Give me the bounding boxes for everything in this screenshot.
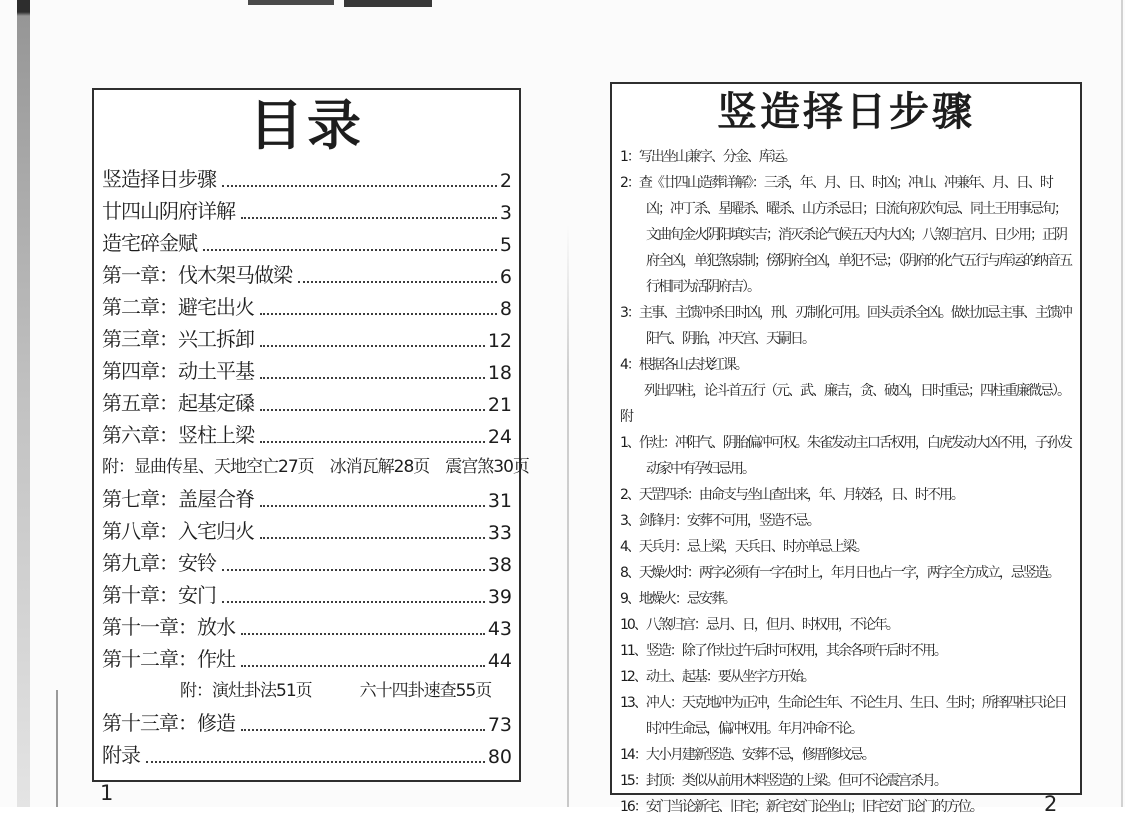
scan-right-edge-line: [1121, 0, 1123, 807]
toc-entry-label: 第三章：兴工拆卸: [102, 327, 254, 352]
toc-dotted-leader: [241, 665, 485, 667]
toc-entry-page: 8: [499, 298, 512, 321]
toc-entry-label: 第十一章：放水: [102, 615, 235, 640]
toc-entry: [102, 320, 512, 352]
toc-entry-page: 44: [487, 650, 512, 673]
step-paragraph: 3：主事、主馈冲杀日时凶，刑、刃制化可用。回头贡杀全凶。做灶加忌主事、主馈冲阳气、阴胎，冲天宫、天嗣日。: [620, 305, 1071, 347]
step-paragraph: 2：查《廿四山造葬详解》：三杀，年、月、日、时凶；冲山、冲兼年、月、日、时凶；冲丁杀、星曜杀、曜杀、山方杀忌日；日流旬初次旬忌、同土王用事忌旬；文曲旬金火阴阳填实吉；消灭杀论气候五天内大凶；八煞归宫月、日少用；正阴府全凶，单犯煞泉制；傍阴府全凶，单犯不忌；（阴府的化气五行与库运的纳音五行相同为活阴府吉）。: [620, 175, 1071, 295]
toc-entry-page: 33: [487, 522, 512, 545]
toc-attachment-note: 附：显曲传星、天地空亡27页 冰消瓦解28页 震宫煞30页: [102, 456, 529, 477]
scan-top-mark-1: [248, 0, 334, 5]
toc-entry: [102, 544, 512, 576]
page-number-right: 2: [1044, 792, 1058, 816]
toc-entry-page: 5: [499, 234, 512, 257]
toc-title: 目录: [249, 94, 365, 157]
step-paragraph: 2、天罡四杀：由命支与坐山查出来，年、月较轻，日、时不用。: [620, 487, 963, 503]
toc-dotted-leader: [260, 345, 485, 347]
toc-entry: [102, 576, 512, 608]
step-paragraph: 13、冲人：天克地冲为正冲，生命论生年、不论生月、生日、生时；所择四柱只论日时冲生命忌，偏冲权用。年月冲命不论。: [620, 695, 1066, 737]
toc-entry-page: 12: [487, 330, 512, 353]
scan-crease-line: [56, 690, 58, 807]
toc-entry: [102, 288, 512, 320]
toc-entry-page: 3: [499, 202, 512, 225]
step-paragraph: 1、作灶：冲阳气、阴胎偏冲可权。朱雀发动主口舌权用，白虎发动大凶不用，子孙发动家中有孕妇忌用。: [620, 435, 1071, 477]
toc-dotted-leader: [260, 409, 485, 411]
step-paragraph: 9、地燥火：忌安葬。: [620, 591, 735, 607]
step-paragraph: 11、竖造：除了作灶过午后时可权用，其余各项午后时不用。: [620, 643, 946, 659]
toc-entry: [102, 640, 512, 672]
step-paragraph: 16：安门当论新宅、旧宅；新宅安门论坐山；旧宅安门论门的方位。: [620, 799, 982, 815]
toc-dotted-leader: [241, 633, 485, 635]
step-paragraph: 4、天兵月：忌上梁，天兵日、时亦单忌上梁。: [620, 539, 867, 555]
toc-entry-label: 第九章：安铃: [102, 551, 216, 576]
page-number-left: 1: [100, 781, 114, 805]
page-fold-line: [567, 225, 569, 807]
toc-entry-label: 第六章：竖柱上梁: [102, 423, 254, 448]
toc-dotted-leader: [146, 761, 485, 763]
toc-entry-page: 21: [487, 394, 512, 417]
toc-entry-page: 6: [499, 266, 512, 289]
toc-page: [92, 88, 529, 782]
toc-entry: [102, 416, 512, 448]
toc-entry: [102, 512, 512, 544]
toc-entry: [102, 224, 512, 256]
toc-entry-page: 24: [487, 426, 512, 449]
toc-entry: [102, 192, 512, 224]
step-paragraph: 15：封顶：类似从前用木料竖造的上梁。但可不论震宫杀月。: [620, 773, 946, 789]
toc-entry-label: 第十二章：作灶: [102, 647, 235, 672]
toc-entry: [102, 736, 512, 768]
scan-binding-strip: [17, 0, 30, 807]
scan-top-mark-2: [344, 0, 432, 7]
toc-entry-page: 73: [487, 714, 512, 737]
toc-entry-label: 第八章：入宅归火: [102, 519, 254, 544]
toc-entry: [102, 352, 512, 384]
steps-list: [620, 144, 1072, 815]
toc-entry-label: 竖造择日步骤: [102, 167, 216, 192]
steps-title: 竖造择日步骤: [717, 89, 975, 135]
toc-entry-label: 第十三章：修造: [102, 711, 235, 736]
toc-dotted-leader: [260, 313, 497, 315]
step-paragraph: 4：根据各山去找红课。: [620, 357, 747, 373]
toc-entry-label: 第四章：动土平基: [102, 359, 254, 384]
step-paragraph: 12、动土、起基：要从坐字方开始。: [620, 669, 814, 685]
toc-entry-label: 第七章：盖屋合脊: [102, 487, 254, 512]
toc-entry: [102, 256, 512, 288]
step-paragraph: 14：大小月建新竖造、安葬不忌，修厝修坟忌。: [620, 747, 874, 763]
toc-dotted-leader: [222, 601, 485, 603]
toc-entry: [102, 608, 512, 640]
step-paragraph: 3、剑锋月：安葬不可用，竖造不忌。: [620, 513, 819, 529]
step-paragraph: 8、天燥火时：两字必须有一字在时上，年月日也占一字，两字全方成立，忌竖造。: [620, 565, 1059, 581]
toc-dotted-leader: [260, 537, 485, 539]
toc-entry-page: 80: [487, 746, 512, 769]
toc-entry-page: 39: [487, 586, 512, 609]
toc-entry-page: 31: [487, 490, 512, 513]
toc-list: [102, 160, 529, 769]
step-paragraph: 1：写出坐山兼字、分金、库运。: [620, 149, 795, 165]
toc-dotted-leader: [260, 441, 485, 443]
toc-dotted-leader: [222, 185, 497, 187]
toc-entry-page: 18: [487, 362, 512, 385]
toc-entry-page: 38: [487, 554, 512, 577]
toc-dotted-leader: [298, 281, 497, 283]
toc-dotted-leader: [241, 217, 497, 219]
step-paragraph: 附: [620, 409, 632, 425]
toc-entry-label: 第二章：避宅出火: [102, 295, 254, 320]
toc-entry-label: 廿四山阴府详解: [102, 199, 235, 224]
toc-entry-page: 43: [487, 618, 512, 641]
toc-entry-label: 造宅碎金赋: [102, 231, 197, 256]
toc-dotted-leader: [222, 569, 485, 571]
toc-entry-page: 2: [499, 170, 512, 193]
toc-entry: [102, 160, 512, 192]
toc-dotted-leader: [241, 729, 485, 731]
toc-attachment-note: 附：演灶卦法51页 六十四卦速查55页: [180, 680, 492, 701]
toc-dotted-leader: [260, 505, 485, 507]
steps-page: [610, 82, 1082, 815]
toc-dotted-leader: [203, 249, 497, 251]
toc-entry-label: 第十章：安门: [102, 583, 216, 608]
toc-entry-label: 附录: [102, 743, 140, 768]
toc-entry-label: 第五章：起基定磉: [102, 391, 254, 416]
toc-dotted-leader: [260, 377, 485, 379]
toc-entry: [102, 704, 512, 736]
toc-entry: [102, 480, 512, 512]
toc-entry-label: 第一章：伐木架马做梁: [102, 263, 292, 288]
step-paragraph: 10、八煞归宫：忌月、日，但月、时权用，不论年。: [620, 617, 898, 633]
toc-entry: [102, 384, 512, 416]
step-paragraph: 列出四柱，论斗首五行（元、武、廉吉，贪、破凶，日时重忌；四柱重廉微忌）。: [644, 383, 1069, 399]
